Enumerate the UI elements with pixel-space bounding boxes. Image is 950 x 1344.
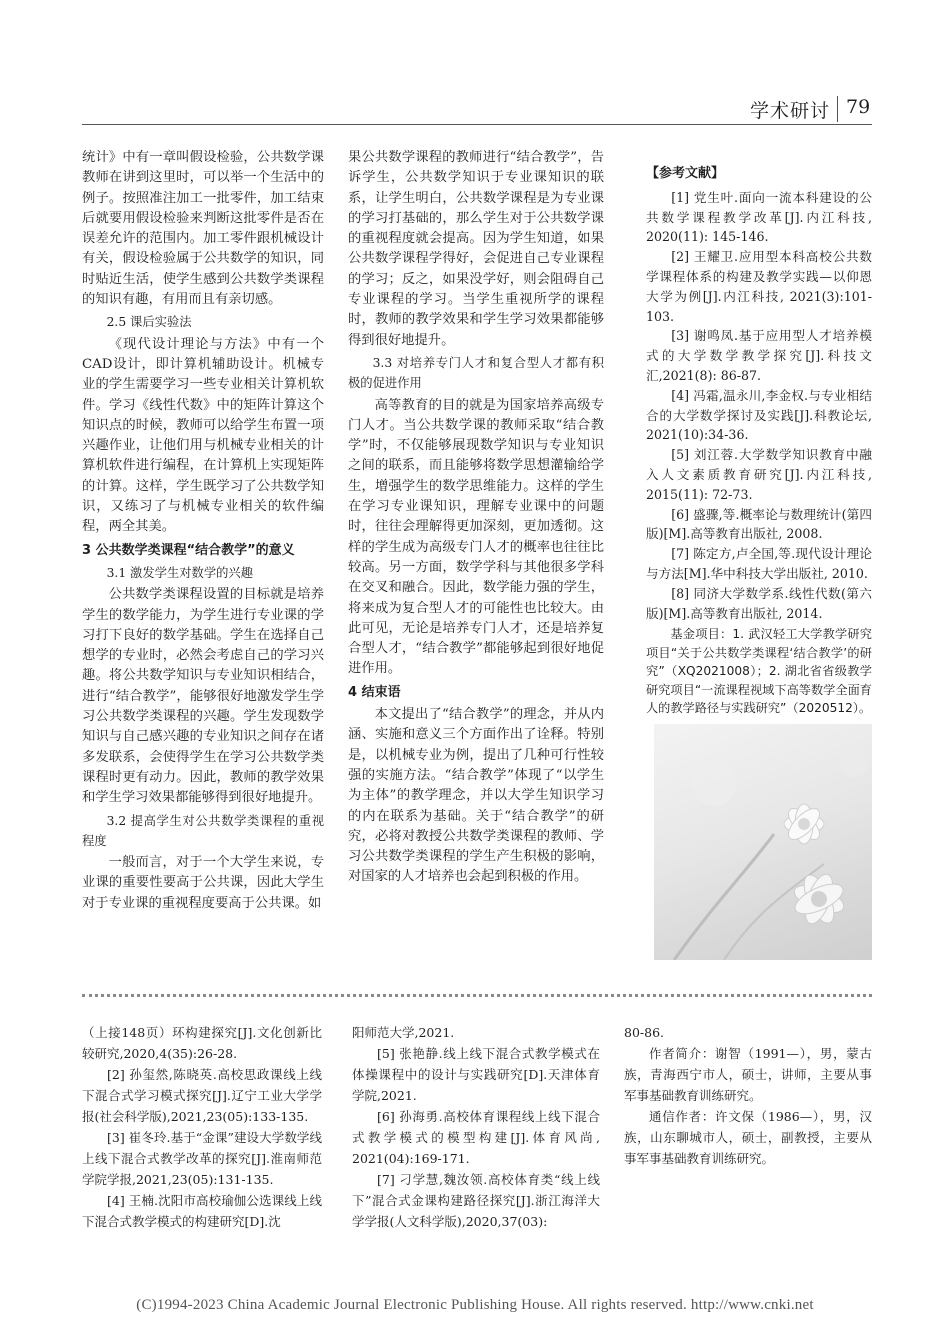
section-heading-3: 3 公共数学类课程“结合教学”的意义 <box>82 542 295 558</box>
continued-column-1 <box>82 1022 322 1232</box>
reference-item: [7] 刁学慧,魏汝领.高校体育类“线上线下”混合式金课构建路径探究[J].浙江海洋大学学报(人文科学版),2020,37(03): <box>352 1172 600 1229</box>
reference-item: [5] 刘江蓉.大学数学知识教育中融入人文素质教育研究[J].内江科技, 2015(11): 72-73. <box>646 447 872 502</box>
continued-column-3 <box>624 1022 872 1169</box>
subsection-heading-3-3: 3.3 对培养专门人才和复合型人才都有积极的促进作用 <box>348 355 604 391</box>
section-divider <box>82 994 872 997</box>
reference-item: [5] 张艳静.线上线下混合式教学模式在体操课程中的设计与实践研究[D].天津体育学院,2021. <box>352 1046 600 1103</box>
author-bio: 作者简介：谢智（1991—），男，蒙古族，青海西宁市人，硕士，讲师，主要从事军事基础教育训练研究。 <box>624 1046 872 1103</box>
paragraph: 统计》中有一章叫假设检验，公共数学课教师在讲到这里时，可以举一个生活中的例子。按照准注加工一批零件，加工结束后就要用假设检验来判断这批零件是否在误差允许的范围内。加工零件跟机械设计有关，假设检验属于公共数学的知识，同时贴近生活，使学生感到公共数学类课程的知识有趣，有用而且有亲切感。 <box>82 150 324 308</box>
reference-item: （上接148页）环构建探究[J].文化创新比较研究,2020,4(35):26-28. <box>82 1025 322 1061</box>
references-column <box>646 164 872 717</box>
reference-item: [6] 盛骤,等.概率论与数理统计(第四版)[M].高等教育出版社, 2008. <box>646 506 872 542</box>
reference-item: [2] 王耀卫.应用型本科高校公共数学课程体系的构建及教学实践—以仰恩大学为例[J].内江科技, 2021(3):101-103. <box>646 249 872 324</box>
header-rule <box>82 124 872 125</box>
body-column-1 <box>82 148 324 914</box>
funding-note: 基金项目：1. 武汉轻工大学教学研究项目“关于公共数学类课程‘结合教学’的研究”（XQ2021008）；2. 湖北省省级教学研究项目“一流课程视域下高等数学全面育人的教学路径与实践研究”（2020512）。 <box>646 627 872 715</box>
reference-item: [8] 同济大学数学系.线性代数(第六版)[M].高等教育出版社, 2014. <box>646 585 872 621</box>
paragraph: 公共数学类课程设置的目标就是培养学生的数学能力，为学生进行专业课的学习打下良好的数学基础。学生在选择自己想学的专业时，必然会考虑自己的学习兴趣。将公共数学知识与专业知识相结合，进行“结合教学”，能够很好地激发学生学习公共数学类课程的兴趣。学生发现数学知识与自己感兴趣的专业知识之间存在诸多发联系，会使得学生在学习公共数学类课程时更有动力。因此，教师的教学效果和学生学习效果都能够得到很好地提升。 <box>82 587 324 806</box>
reference-item: [1] 党生叶.面向一流本科建设的公共数学课程教学改革[J].内江科技, 2020(11): 145-146. <box>646 189 872 245</box>
paragraph: 一般而言，对于一个大学生来说，专业课的重要性要高于公共课，因此大学生对于专业课的重视程度要高于公共课。如 <box>82 855 324 911</box>
paragraph: 高等教育的目的就是为国家培养高级专门人才。当公共数学课的教师采取“结合教学”时，不仅能够展现数学知识与专业知识之间的联系，而且能够将数学思想灌输给学生，增强学生的数学思维能力。这样的学生在学习专业课知识，理解专业课中的问题时，往往会理解得更加深刻，更加透彻。这样的学生成为高级专门人才的概率也往往比较高。另一方面，数学学科与其他很多学科在交叉和融合。因此，数学能力强的学生，将来成为复合型人才的可能性也比较大。由此可见，无论是培养专门人才，还是培养复合型人才，“结合教学”都能够起到很好地促进作用。 <box>348 397 604 677</box>
header-divider <box>837 96 838 122</box>
subsection-heading-2-5: 2.5 课后实验法 <box>106 315 192 330</box>
reference-item: 阳师范大学,2021. <box>352 1025 455 1040</box>
flower-photo <box>654 724 872 960</box>
body-column-2 <box>348 148 604 888</box>
paragraph: 本文提出了“结合教学”的理念，并从内涵、实施和意义三个方面作出了诠释。特别是，以机械专业为例，提出了几种可行性较强的实施方法。“结合教学”体现了“以学生为主体”的教学理念，并以大学生知识学习的内在联系为基础。关于“结合教学”的研究，必将对教授公共数学类课程的教师、学习公共数学类课程的学生产生积极的影响，对国家的人才培养也会起到积极的作用。 <box>348 707 604 885</box>
continued-column-2 <box>352 1022 600 1232</box>
subsection-heading-3-1: 3.1 激发学生对数学的兴趣 <box>106 565 254 580</box>
reference-item: [7] 陈定方,卢全国,等.现代设计理论与方法[M].华中科技大学出版社, 2010. <box>646 546 872 581</box>
flower-illustration <box>654 724 872 960</box>
subsection-heading-3-2: 3.2 提高学生对公共数学类课程的重视程度 <box>82 813 324 848</box>
paragraph: 果公共数学课程的教师进行“结合教学”，告诉学生，公共数学知识于专业课知识的联系，让学生明白，公共数学课程是为专业课的学习打基础的，那么学生对于公共数学课的重视程度就会提高。因为学生知道，如果公共数学课程学得好，会促进自己专业课程的学习；反之，如果没学好，则会阻碍自己专业课程的学习。当学生重视所学的课程时，教师的教学效果和学生学习效果都能够得到很好地提升。 <box>348 150 604 348</box>
corresponding-author: 通信作者：许文保（1986—），男，汉族，山东聊城市人，硕士，副教授，主要从事军事基础教育训练研究。 <box>624 1109 872 1166</box>
section-title: 学术研讨 <box>749 100 830 122</box>
reference-item: [2] 孙玺然,陈晓英.高校思政课线上线下混合式学习模式探究[J].辽宁工业大学学报(社会科学版),2021,23(05):133-135. <box>82 1067 322 1124</box>
page-number: 79 <box>846 96 871 118</box>
reference-item: 80-86. <box>624 1025 665 1040</box>
references-title: 【参考文献】 <box>646 166 725 181</box>
reference-item: [3] 崔冬玲.基于“金课”建设大学数学线上线下混合式教学改革的探究[J].淮南师范学院学报,2021,23(05):131-135. <box>82 1130 322 1187</box>
running-header <box>0 96 950 126</box>
paragraph: 《现代设计理论与方法》中有一个CAD设计，即计算机辅助设计。机械专业的学生需要学习一些专业相关计算机软件。学习《线性代数》中的矩阵计算这个知识点的时候，教师可以给学生布置一项兴趣作业，让他们用与机械专业相关的计算机软件进行编程，在计算机上实现矩阵的计算。这样，学生既学习了公共数学知识，又练习了与机械专业相关的软件编程，两全其美。 <box>82 336 324 535</box>
section-heading-4: 4 结束语 <box>348 684 401 700</box>
reference-item: [4] 王楠.沈阳市高校瑜伽公选课线上线下混合式教学模式的构建研究[D].沈 <box>82 1193 322 1229</box>
reference-item: [6] 孙海勇.高校体育课程线上线下混合式教学模式的模型构建[J].体育风尚, 2021(04):169-171. <box>352 1109 600 1166</box>
reference-item: [4] 冯霜,温永川,李金权.与专业相结合的大学数学探讨及实践[J].科教论坛, 2021(10):34-36. <box>646 387 872 443</box>
copyright-footer: (C)1994-2023 China Academic Journal Electronic Publishing House. All rights reserved. http://www.cnki.net <box>136 1297 814 1313</box>
reference-item: [3] 谢鸣凤.基于应用型人才培养模式的大学数学教学探究[J].科技文汇,2021(8): 86-87. <box>646 328 872 383</box>
